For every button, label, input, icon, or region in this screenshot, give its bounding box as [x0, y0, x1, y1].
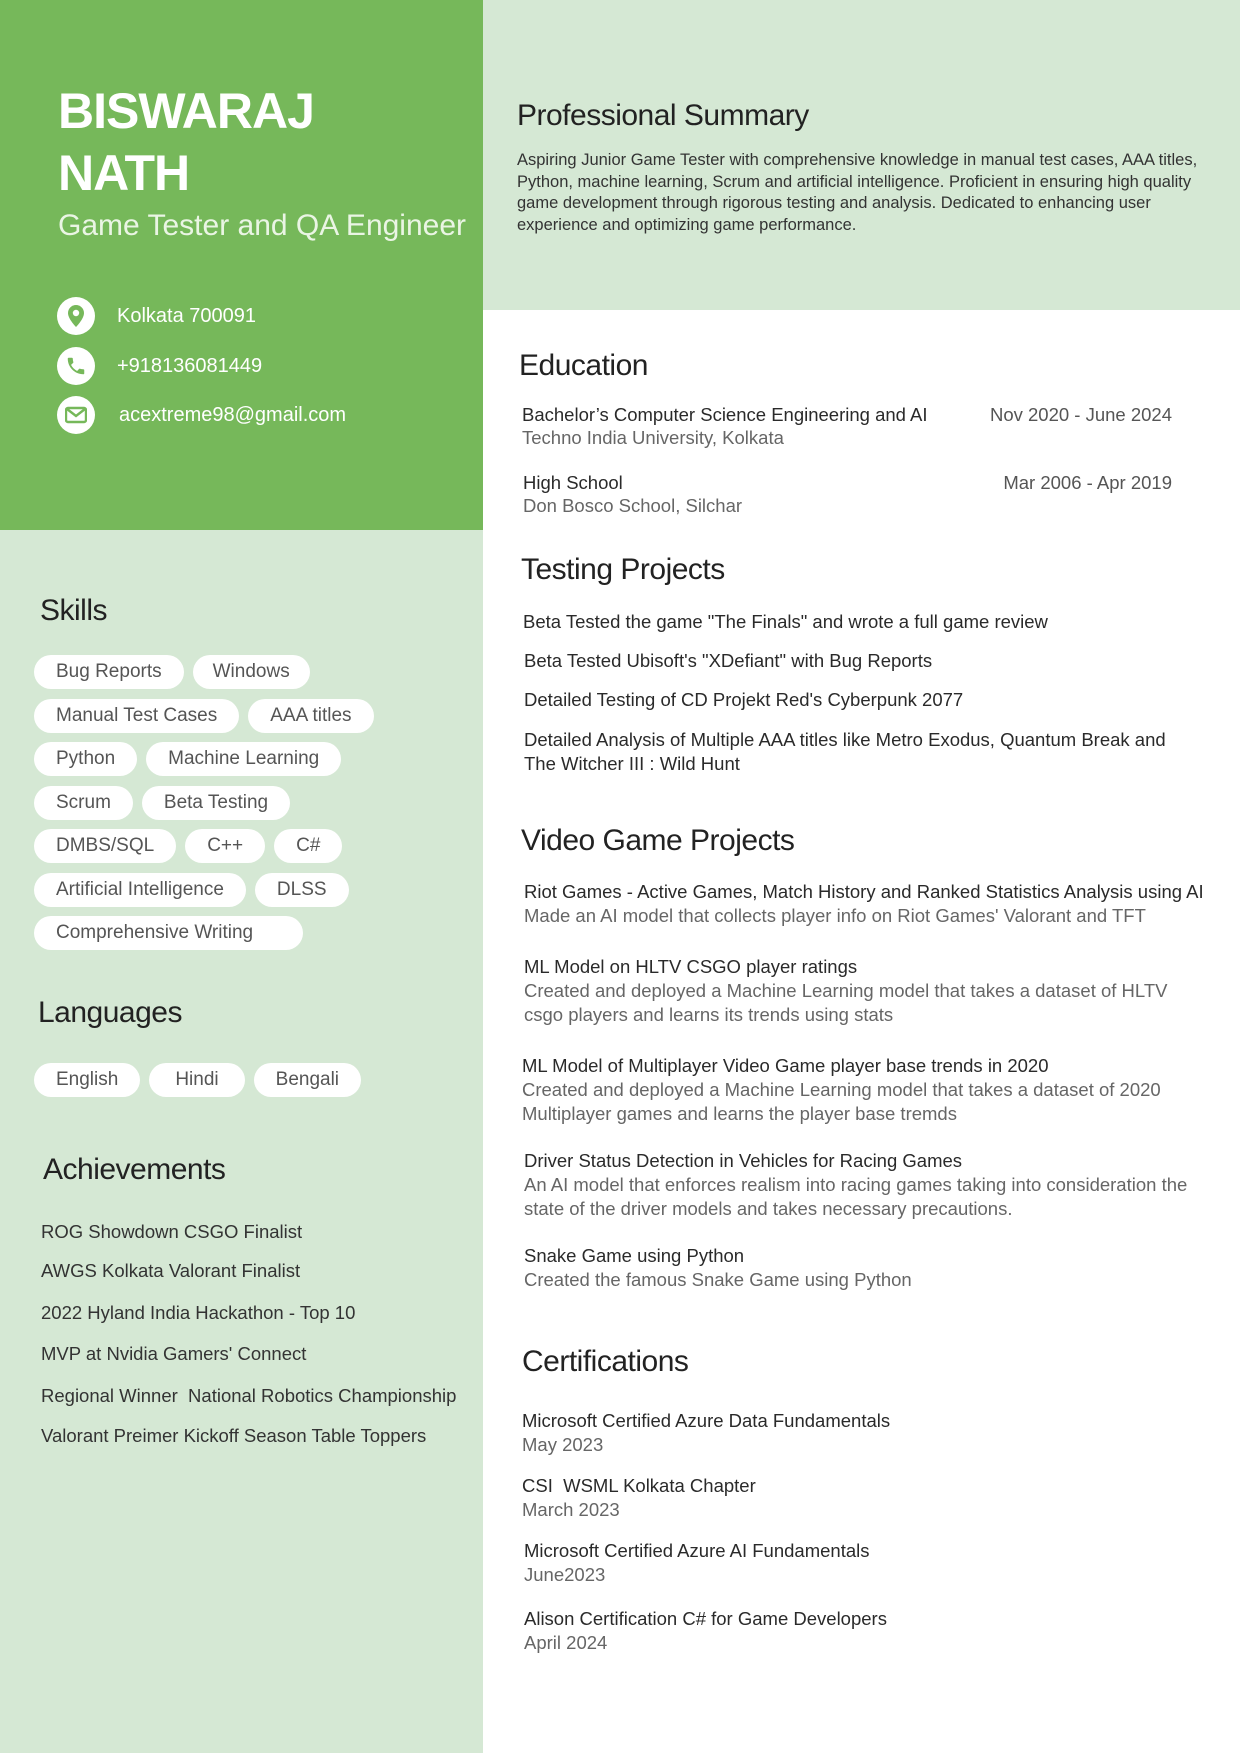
achievement-item: ROG Showdown CSGO Finalist	[41, 1221, 303, 1242]
education-heading: Education	[519, 349, 648, 382]
skill-pill: DMBS/SQL	[34, 829, 176, 863]
contact-email	[57, 395, 457, 435]
testing-projects-heading: Testing Projects	[521, 553, 725, 586]
project-title: Riot Games - Active Games, Match History and Ranked Statistics Analysis using AI	[524, 881, 1204, 902]
summary-text: Aspiring Junior Game Tester with comprehensive knowledge in manual test cases, AAA titles, Python, machine learning, Scrum and artificial intelligence. Proficient in ensuring high quality game development through rigorous testing and analysis. Dedicated to enhancing user experience and optimizing game performance.	[517, 151, 1198, 234]
last-name: NATH	[58, 145, 190, 201]
achievement-item: MVP at Nvidia Gamers' Connect	[41, 1343, 307, 1364]
skills-row	[34, 742, 350, 776]
certification-item	[524, 1607, 887, 1655]
project-title: Driver Status Detection in Vehicles for Racing Games	[524, 1150, 963, 1171]
certifications-heading: Certifications	[522, 1345, 689, 1378]
certification-item	[522, 1409, 890, 1457]
education-degree: Bachelor’s Computer Science Engineering and AI	[522, 404, 928, 425]
envelope-icon	[57, 396, 95, 434]
video-game-project	[524, 880, 1224, 928]
certification-title: Microsoft Certified Azure Data Fundamentals	[522, 1410, 891, 1431]
testing-project-item: Beta Tested the game "The Finals" and wrote a full game review	[523, 611, 1048, 632]
video-game-project	[522, 1054, 1187, 1126]
certification-date: March 2023	[522, 1499, 620, 1520]
summary-heading: Professional Summary	[517, 99, 809, 132]
skill-pill: C++	[185, 829, 265, 863]
phone-text[interactable]: +918136081449	[117, 354, 263, 377]
language-pill: Bengali	[254, 1063, 361, 1097]
education-dates: Nov 2020 - June 2024	[989, 404, 1172, 425]
skill-pill: Manual Test Cases	[34, 699, 239, 733]
candidate-name	[58, 80, 458, 204]
video-game-projects-heading: Video Game Projects	[521, 824, 795, 857]
email-text[interactable]: acextreme98@gmail.com	[119, 403, 347, 426]
skills-row	[34, 655, 319, 689]
header-panel	[0, 0, 483, 530]
education-dates: Mar 2006 - Apr 2019	[1003, 472, 1172, 493]
certification-title: Microsoft Certified Azure AI Fundamentals	[524, 1540, 870, 1561]
skill-pill: Python	[34, 742, 137, 776]
location-text: Kolkata 700091	[117, 304, 257, 327]
languages-heading: Languages	[38, 996, 182, 1029]
achievements-heading: Achievements	[43, 1153, 226, 1186]
project-title: ML Model of Multiplayer Video Game player base trends in 2020	[522, 1055, 1049, 1076]
certification-item	[524, 1539, 869, 1587]
education-degree: High School	[523, 472, 623, 493]
certification-title: CSI WSML Kolkata Chapter	[522, 1475, 756, 1496]
testing-project-item: Detailed Analysis of Multiple AAA titles like Metro Exodus, Quantum Break and The Witcher III : Wild Hunt	[524, 729, 1166, 774]
project-description: Created the famous Snake Game using Python	[524, 1269, 912, 1290]
certification-date: May 2023	[522, 1434, 604, 1455]
skill-pill: C#	[274, 829, 342, 863]
skill-pill: Bug Reports	[34, 655, 184, 689]
skill-pill: DLSS	[255, 873, 349, 907]
video-game-project	[524, 1244, 1224, 1292]
phone-icon	[57, 347, 95, 385]
job-title: Game Tester and QA Engineer	[58, 209, 467, 242]
achievement-item: 2022 Hyland India Hackathon - Top 10	[41, 1302, 356, 1323]
skill-pill: Beta Testing	[142, 786, 290, 820]
language-pill: English	[34, 1063, 140, 1097]
project-description: Created and deployed a Machine Learning model that takes a dataset of HLTV csgo players and learns its trends using stats	[524, 980, 1168, 1025]
first-name: BISWARAJ	[58, 83, 314, 139]
project-description: An AI model that enforces realism into racing games taking into consideration the state of the driver models and takes necessary precautions.	[524, 1174, 1188, 1219]
certification-date: June2023	[524, 1564, 606, 1585]
skill-pill: Machine Learning	[146, 742, 341, 776]
project-title: Snake Game using Python	[524, 1245, 745, 1266]
skill-pill: Artificial Intelligence	[34, 873, 246, 907]
skills-row	[34, 916, 312, 950]
languages-row	[34, 1063, 370, 1097]
skills-row	[34, 873, 358, 907]
certification-title: Alison Certification C# for Game Developers	[524, 1608, 887, 1629]
language-pill: Hindi	[149, 1063, 244, 1097]
contact-location	[57, 296, 457, 336]
skill-pill: Windows	[193, 655, 310, 689]
project-description: Created and deployed a Machine Learning model that takes a dataset of 2020 Multiplayer games and learns the player base tremds	[522, 1079, 1161, 1124]
skills-row	[34, 829, 351, 863]
certification-date: April 2024	[524, 1632, 608, 1653]
skill-pill: Scrum	[34, 786, 133, 820]
testing-project-item: Detailed Testing of CD Projekt Red's Cyberpunk 2077	[524, 689, 964, 710]
contact-phone	[57, 346, 457, 386]
achievement-item: Valorant Preimer Kickoff Season Table Toppers	[41, 1425, 427, 1446]
video-game-project	[524, 1149, 1189, 1221]
achievement-item: Regional Winner National Robotics Championship	[41, 1385, 457, 1406]
education-school: Techno India University, Kolkata	[522, 427, 784, 448]
testing-project-item: Beta Tested Ubisoft's "XDefiant" with Bug Reports	[524, 650, 933, 671]
project-description: Made an AI model that collects player info on Riot Games' Valorant and TFT	[524, 905, 1146, 926]
education-school: Don Bosco School, Silchar	[523, 495, 743, 516]
location-pin-icon	[57, 297, 95, 335]
video-game-project	[524, 955, 1184, 1027]
skills-heading: Skills	[40, 594, 108, 627]
certification-item	[522, 1474, 756, 1522]
project-title: ML Model on HLTV CSGO player ratings	[524, 956, 858, 977]
skill-pill: AAA titles	[248, 699, 373, 733]
skills-row	[34, 786, 299, 820]
skill-pill: Comprehensive Writing	[34, 916, 303, 950]
achievement-item: AWGS Kolkata Valorant Finalist	[41, 1260, 301, 1281]
skills-row	[34, 699, 383, 733]
